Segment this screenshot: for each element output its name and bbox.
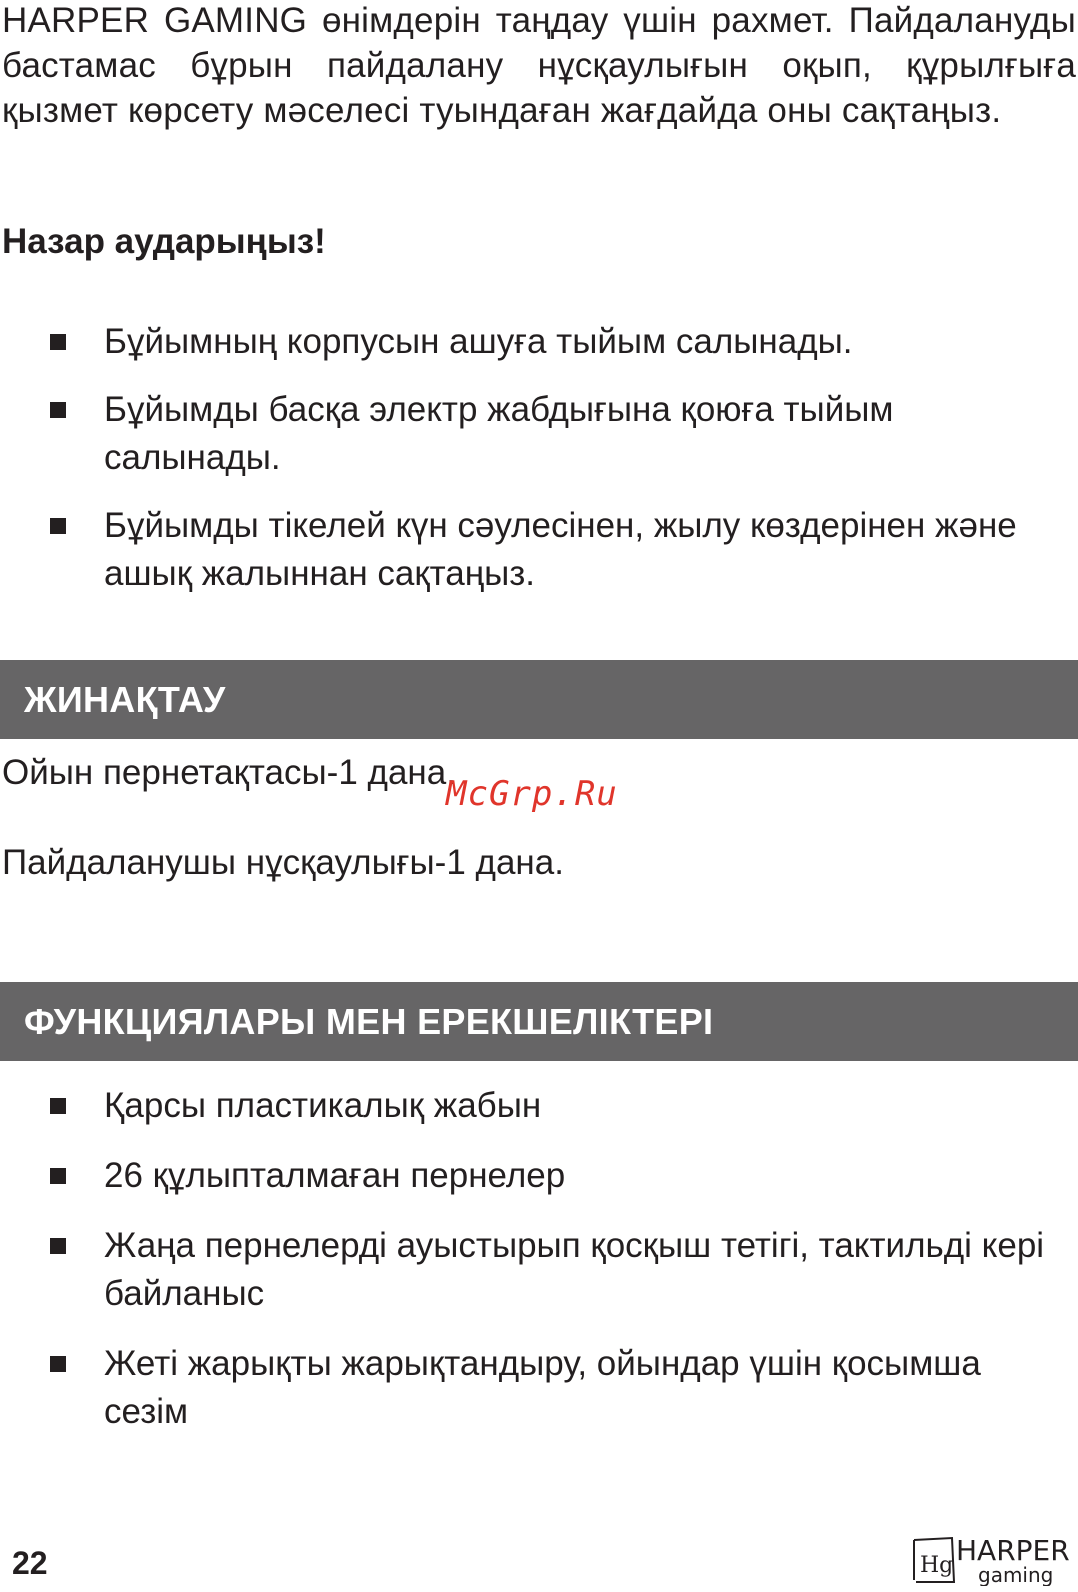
attention-heading: Назар аударыңыз! xyxy=(2,222,326,261)
logo-brand: HARPER xyxy=(956,1534,1070,1567)
list-item xyxy=(0,386,1078,482)
intro-paragraph: HARPER GAMING өнімдерін таңдау үшін рахмет. Пайдалануды бастамас бұрын пайдалану нұсқаулығын оқып, құрылғыға қызмет көрсету мәселесі туындаған жағдайда оны сақтаңыз. xyxy=(2,1,1076,130)
logo-sub: gaming xyxy=(978,1563,1054,1586)
list-item xyxy=(0,318,1078,366)
section-header-features: ФУНКЦИЯЛАРЫ МЕН ЕРЕКШЕЛІКТЕРІ xyxy=(0,982,1078,1061)
list-item xyxy=(0,1340,1078,1436)
square-bullet-icon xyxy=(50,518,66,534)
feature-text: Жаңа пернелерді ауыстырып қосқыш тетігі, тактильді кері байланыс xyxy=(104,1226,1045,1313)
section-header-package: ЖИНАҚТАУ xyxy=(0,660,1078,739)
warning-text: Бұйымның корпусын ашуға тыйым салынады. xyxy=(104,322,853,361)
square-bullet-icon xyxy=(50,334,66,350)
logo-monogram: Hg xyxy=(920,1553,954,1578)
feature-text: Қарсы пластикалық жабын xyxy=(104,1086,542,1125)
list-item xyxy=(0,1222,1078,1318)
watermark: McGrp.Ru xyxy=(446,774,618,814)
package-item: Пайдаланушы нұсқаулығы-1 дана. xyxy=(2,843,564,882)
feature-text: Жеті жарықты жарықтандыру, ойындар үшін қосымша сезім xyxy=(104,1344,981,1431)
list-item xyxy=(0,1082,1078,1130)
list-item xyxy=(0,1152,1078,1200)
square-bullet-icon xyxy=(50,1356,66,1372)
warning-text: Бұйымды тікелей күн сәулесінен, жылу көздерінен және ашық жалыннан сақтаңыз. xyxy=(104,506,1017,593)
list-item xyxy=(0,502,1078,598)
page-number: 22 xyxy=(12,1545,48,1581)
harper-gaming-logo-icon xyxy=(910,1520,1072,1586)
warnings-list xyxy=(0,318,1078,598)
package-item: Ойын пернетақтасы-1 дана. xyxy=(2,753,456,792)
square-bullet-icon xyxy=(50,402,66,418)
square-bullet-icon xyxy=(50,1098,66,1114)
features-list xyxy=(0,1082,1078,1436)
square-bullet-icon xyxy=(50,1168,66,1184)
warning-text: Бұйымды басқа электр жабдығына қоюға тыйым салынады. xyxy=(104,390,894,477)
square-bullet-icon xyxy=(50,1238,66,1254)
feature-text: 26 құлыпталмаған пернелер xyxy=(104,1156,566,1195)
